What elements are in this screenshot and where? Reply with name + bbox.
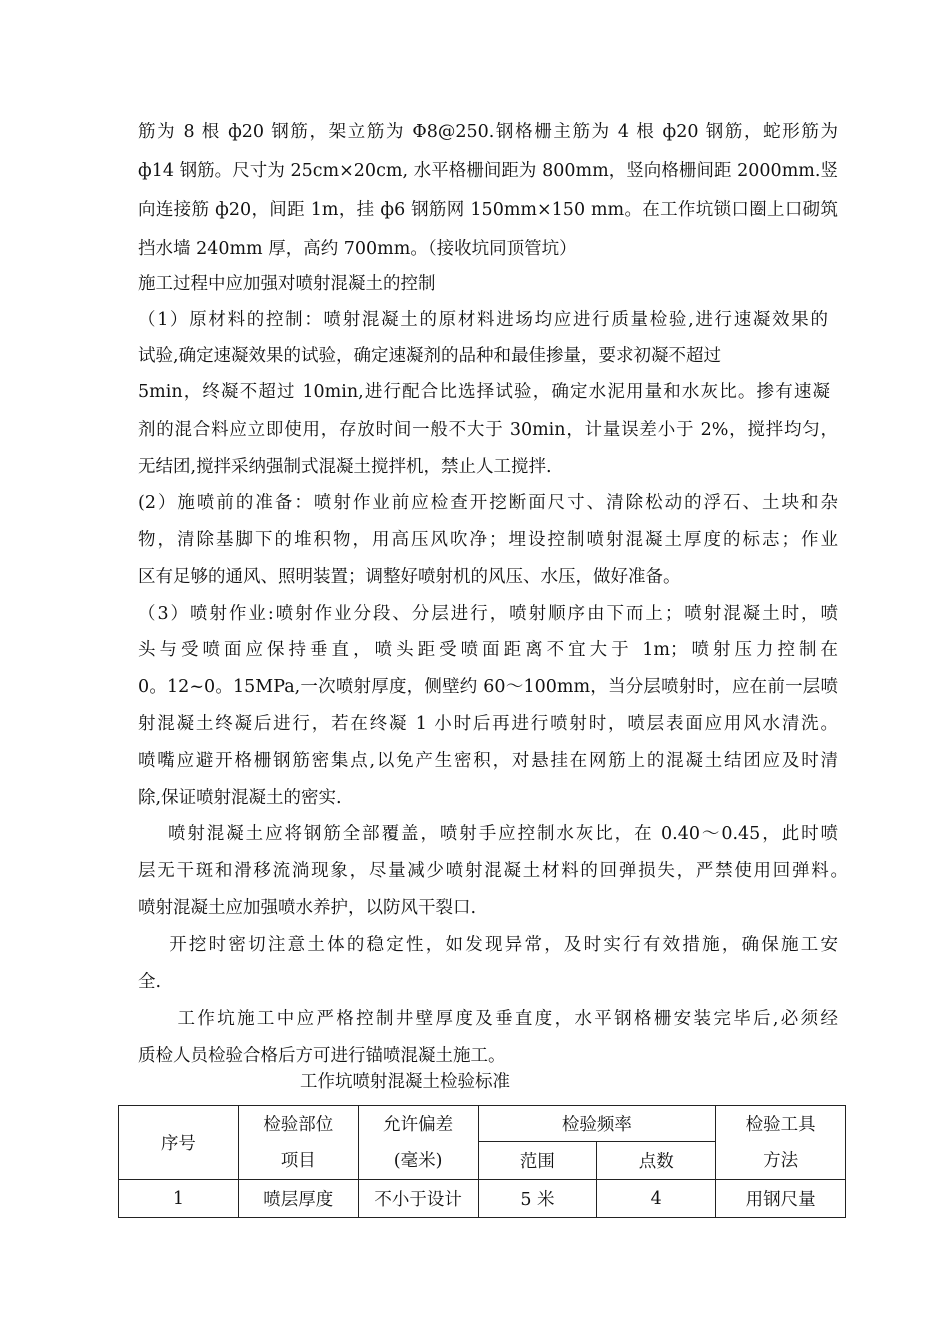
header-item-line1: 检验部位 [263, 1114, 334, 1135]
body-line: 区有足够的通风、照明装置；调整好喷射机的风压、水压，做好准备。 [138, 567, 681, 587]
header-tolerance-line1: 允许偏差 [383, 1114, 454, 1135]
body-line: 喷嘴应避开格栅钢筋密集点,以免产生密积，对悬挂在网筋上的混凝土结团应及时清 [138, 751, 838, 771]
body-line: ф14 钢筋。尺寸为 25cm×20cm, 水平格栅间距为 800mm，竖向格栅间距 2000mm.竖 [138, 161, 838, 181]
table-caption: 工作坑喷射混凝土检验标准 [300, 1072, 510, 1092]
header-item [238, 1106, 358, 1180]
body-line: 剂的混合料应立即使用，存放时间一般不大于 30min，计量误差小于 2%，搅拌均匀， [138, 420, 838, 440]
body-line: (2）施喷前的准备：喷射作业前应检查开挖断面尺寸、清除松动的浮石、土块和杂 [138, 493, 838, 513]
header-points: 点数 [597, 1142, 716, 1180]
body-line: 试验,确定速凝效果的试验，确定速凝剂的品种和最佳掺量，要求初凝不超过 [138, 346, 722, 366]
table-header-row [119, 1106, 846, 1142]
body-line: 无结团,搅拌采纳强制式混凝土搅拌机，禁止人工搅拌. [138, 457, 552, 477]
body-line: 全. [138, 972, 162, 992]
body-line: 物，清除基脚下的堆积物，用高压风吹净；埋设控制喷射混凝土厚度的标志；作业 [138, 530, 838, 550]
body-line: 喷射混凝土应加强喷水养护，以防风干裂口. [138, 898, 477, 918]
body-line: 头与受喷面应保持垂直，喷头距受喷面距离不宜大于 1m；喷射压力控制在 [138, 640, 838, 660]
cell-tool: 用钢尺量 [716, 1180, 846, 1218]
cell-range: 5 米 [478, 1180, 597, 1218]
body-line: 向连接筋 ф20，间距 1m，挂 ф6 钢筋网 150mm×150 mm。在工作坑锁口圈上口砌筑 [138, 200, 838, 220]
section-heading: 施工过程中应加强对喷射混凝土的控制 [138, 274, 436, 294]
body-line: 质检人员检验合格后方可进行锚喷混凝土施工。 [138, 1046, 506, 1066]
body-line: 挡水墙 240mm 厚，高约 700mm。（接收坑同顶管坑） [138, 239, 577, 259]
cell-item: 喷层厚度 [238, 1180, 358, 1218]
cell-points: 4 [597, 1180, 716, 1218]
header-tool-line2: 方法 [763, 1150, 799, 1171]
header-tool-line1: 检验工具 [745, 1114, 816, 1135]
body-line: 喷射混凝土应将钢筋全部覆盖，喷射手应控制水灰比，在 0.40～0.45，此时喷 [138, 824, 838, 844]
header-tolerance-line2: (毫米) [393, 1150, 443, 1171]
header-index: 序号 [119, 1106, 239, 1180]
inspection-table [118, 1105, 846, 1218]
body-line: （3）喷射作业:喷射作业分段、分层进行，喷射顺序由下而上；喷射混凝土时，喷 [138, 604, 838, 624]
header-range: 范围 [478, 1142, 597, 1180]
header-item-line2: 项目 [280, 1150, 316, 1171]
header-tolerance [358, 1106, 478, 1180]
body-line: 5min，终凝不超过 10min,进行配合比选择试验，确定水泥用量和水灰比。掺有速凝 [138, 382, 830, 402]
table-row [119, 1180, 846, 1218]
body-line: 0。12~0。15MPa,一次喷射厚度，侧壁约 60～100mm，当分层喷射时，应在前一层喷 [138, 677, 838, 697]
body-line: 射混凝土终凝后进行，若在终凝 1 小时后再进行喷射时，喷层表面应用风水清洗。 [138, 714, 838, 734]
body-line: 层无干斑和滑移流淌现象，尽量减少喷射混凝土材料的回弹损失，严禁使用回弹料。 [138, 861, 848, 881]
cell-tolerance: 不小于设计 [358, 1180, 478, 1218]
header-tool [716, 1106, 846, 1180]
body-line: （1）原材料的控制：喷射混凝土的原材料进场均应进行质量检验,进行速凝效果的 [138, 310, 828, 330]
body-line: 筋为 8 根 ф20 钢筋，架立筋为 Φ8@250.钢格栅主筋为 4 根 ф20 钢筋，蛇形筋为 [138, 122, 838, 142]
body-line: 除,保证喷射混凝土的密实. [138, 788, 342, 808]
cell-index: 1 [119, 1180, 239, 1218]
body-line: 工作坑施工中应严格控制井壁厚度及垂直度，水平钢格栅安装完毕后,必须经 [138, 1009, 838, 1029]
body-line: 开挖时密切注意土体的稳定性，如发现异常，及时实行有效措施，确保施工安 [138, 935, 838, 955]
header-frequency: 检验频率 [478, 1106, 716, 1142]
